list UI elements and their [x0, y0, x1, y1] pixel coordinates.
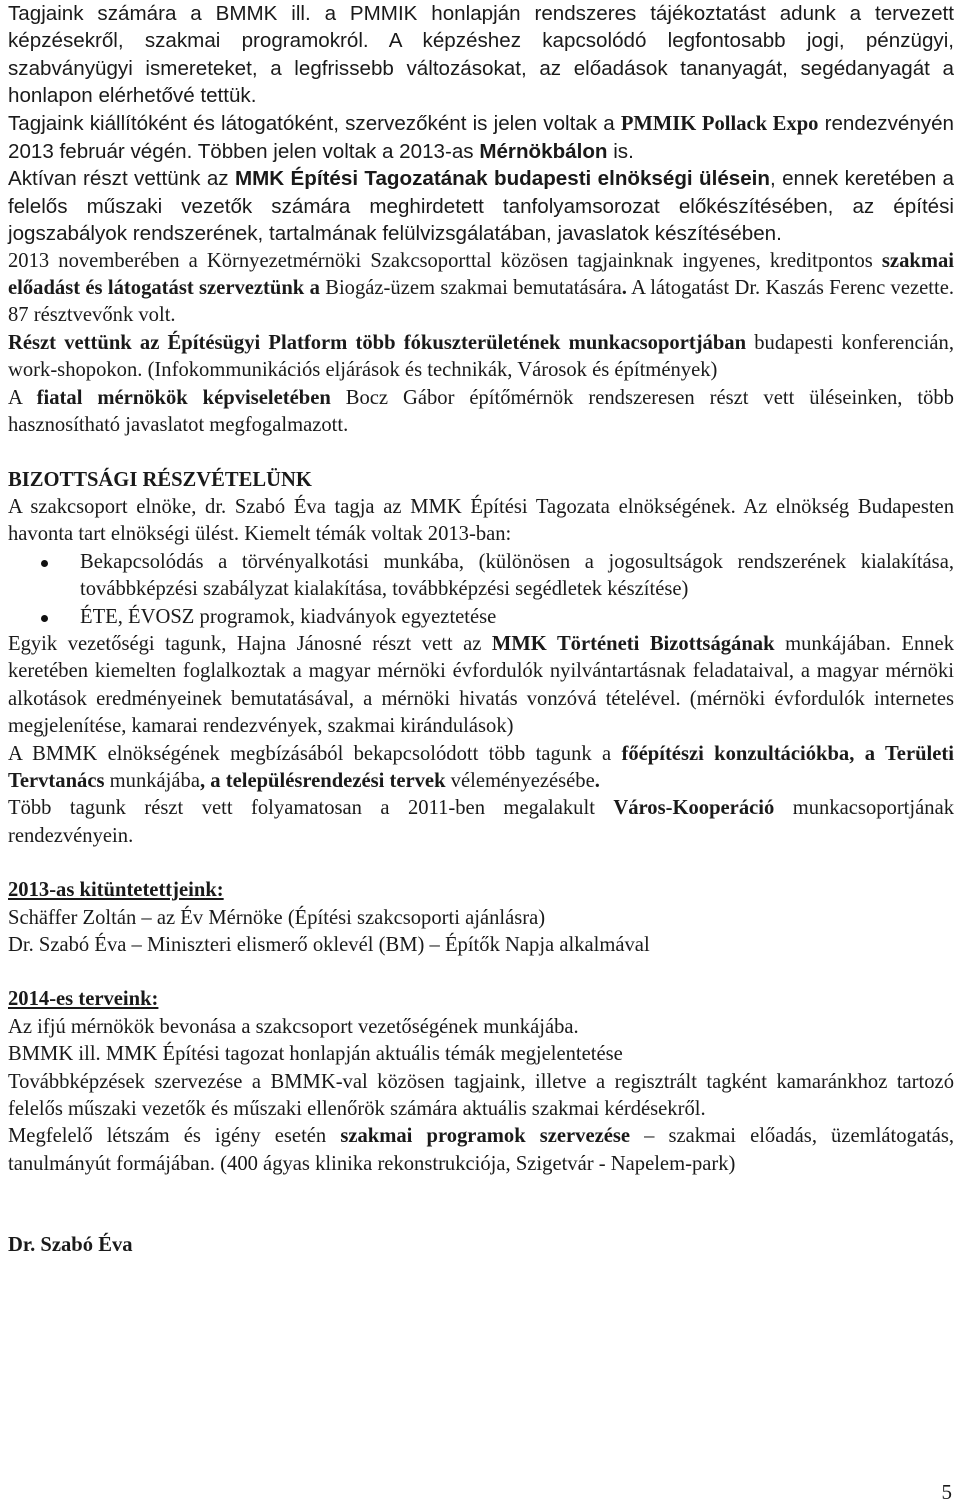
biogaz-paragraph: [8, 248, 954, 330]
tortenet-paragraph: [8, 631, 954, 741]
foepitesz-text-c: munkájába: [104, 769, 200, 792]
spacer: [8, 850, 954, 877]
tortenet-text-a: Egyik vezetőségi tagunk, Hajna Jánosné részt vett az: [8, 632, 492, 655]
signature: Dr. Szabó Éva: [8, 1234, 133, 1257]
platform-bold: Részt vettünk az Építésügyi Platform több fókuszterületének munkacsoportjában: [8, 331, 747, 354]
tervek-item: Továbbképzések szervezése a BMMK-val közösen tagjaink, illetve a regisztrált tagként kamaránkhoz tartozó felelős műszaki vezetők és műszaki ellenőrök számára aktuális szakmai kérdésekről.: [8, 1070, 954, 1121]
expo-text-a: Tagjaink kiállítóként és látogatóként, szervezőként is jelen voltak a: [8, 111, 621, 135]
spacer: [8, 440, 954, 467]
foepitesz-dot: .: [594, 769, 600, 792]
tervek-last-text-c: – szakmai előadás, üzemlátogatás, tanulmányút formájában. (400 ágyas klinika rekonstrukciója, Szigetvár - Napelem-park): [8, 1125, 954, 1175]
biogaz-bold: szakmai előadást és látogatást szerveztünk a: [8, 249, 954, 300]
foepitesz-text-e: véleményezésébe: [445, 769, 595, 792]
fiatal-paragraph: [8, 385, 954, 440]
bullet-icon: [41, 560, 48, 567]
tervek-last-text-a: Megfelelő létszám és igény esetén: [8, 1125, 341, 1148]
kooperacio-text-a: Több tagunk részt vett folyamatosan a 2011-ben megalakult: [8, 797, 614, 820]
page-number: 5: [941, 1480, 952, 1504]
fiatal-text-a: A: [8, 386, 37, 409]
foepitesz-paragraph: [8, 741, 954, 796]
bizottsagi-heading: BIZOTTSÁGI RÉSZVÉTELÜNK: [8, 468, 312, 491]
bullet-text: Bekapcsolódás a törvényalkotási munkába, (különösen a jogosultságok rendszerének kialakítása, továbbképzési szabályzat kialakítása, továbbképzési segédletek készítése): [80, 550, 954, 601]
kituntetett-item: Schäffer Zoltán – az Év Mérnöke (Építési szakcsoporti ajánlásra): [8, 906, 546, 929]
tervek-item: Az ifjú mérnökök bevonása a szakcsoport vezetőségének munkájába.: [8, 1015, 579, 1038]
tervek-last-bold: szakmai programok szervezése: [340, 1125, 631, 1148]
mmk-paragraph: [8, 165, 954, 247]
tervek-item: BMMK ill. MMK Építési tagozat honlapján aktuális témák megjelentetése: [8, 1043, 623, 1066]
mernokbal-name: Mérnökbálon: [479, 140, 608, 164]
kituntetett-item: Dr. Szabó Éva – Miniszteri elismerő oklevél (BM) – Építők Napja alkalmával: [8, 934, 650, 956]
foepitesz-bold: főépítészi konzultációkba, a Területi Tervtanács: [8, 742, 954, 792]
spacer: [8, 959, 954, 986]
bullet-icon: [41, 615, 48, 622]
document-page: [8, 0, 954, 1260]
intro-paragraph: Tagjaink számára a BMMK ill. a PMMIK honlapján rendszeres tájékoztatást adunk a tervezett képzésekről, szakmai programokról. A képzéshez kapcsolódó legfontosabb jogi, pénzügyi, szabványügyi ismereteket, a legfrissebb változásokat, az előadások tananyagát, segédanyagát a honlapon elérhetővé tettük.: [8, 2, 954, 108]
expo-text-c: rendezvényén 2013 február végén. Többen jelen voltak a 2013-as: [8, 111, 954, 164]
bizottsagi-bullet-list: [8, 549, 954, 631]
tervek-heading: 2014-es terveink:: [8, 988, 159, 1011]
kooperacio-bold: Város-Kooperáció: [613, 797, 775, 820]
mmk-text-a: Aktívan részt vettünk az: [8, 167, 235, 191]
expo-text-e: is.: [607, 140, 634, 164]
kooperacio-paragraph: [8, 795, 954, 850]
biogaz-text-c: Biogáz-üzem szakmai bemutatására: [319, 277, 622, 300]
list-item: [8, 604, 954, 631]
fiatal-text-c: Bocz Gábor építőmérnök rendszeresen részt vett üléseinken, több hasznosítható javaslatot megfogalmazott.: [8, 386, 954, 437]
platform-paragraph: [8, 330, 954, 385]
fiatal-bold: fiatal mérnökök képviseletében: [36, 386, 331, 409]
bullet-text: ÉTE, ÉVOSZ programok, kiadványok egyeztetése: [80, 605, 497, 628]
foepitesz-bold-d: , a településrendezési tervek: [199, 769, 446, 792]
mmk-bold: MMK Építési Tagozatának budapesti elnökségi ülésein: [234, 167, 770, 191]
biogaz-text-a: 2013 novemberében a Környezetmérnöki Szakcsoporttal közösen tagjainknak ingyenes, kreditpontos: [8, 249, 882, 272]
list-item: [8, 549, 954, 604]
biogaz-text-e: A látogatást Dr. Kaszás Ferenc vezette. 87 résztvevőnk volt.: [8, 277, 954, 327]
tortenet-text-c: munkájában. Ennek keretében kiemelten foglalkoztak a magyar mérnöki évfordulók nyilvántartásnak feladataival, a magyar mérnöki alkotások eredményeinek bemutatásával, a mérnöki hivatás vonzóvá tételével. (mérnöki évfordulók internetes megjelenítése, kamarai rendezvények, szakmai kirándulások): [8, 632, 954, 738]
bizottsagi-paragraph: A szakcsoport elnöke, dr. Szabó Éva tagja az MMK Építési Tagozata elnökségének. Az elnökség Budapesten havonta tart elnökségi ülést. Kiemelt témák voltak 2013-ban:: [8, 495, 954, 546]
tervek-last-paragraph: [8, 1123, 954, 1178]
kituntetett-heading: 2013-as kitüntetettjeink:: [8, 879, 224, 902]
kooperacio-text-c: munkacsoportjának rendezvényein.: [8, 797, 955, 847]
platform-text-b: budapesti konferencián, work-shopokon. (Infokommunikációs eljárások és technikák, Városok és építmények): [8, 331, 955, 382]
tortenet-bold: MMK Történeti Bizottságának: [491, 632, 775, 655]
expo-name: PMMIK Pollack Expo: [620, 112, 819, 135]
expo-paragraph: [8, 110, 954, 166]
biogaz-dot: .: [621, 277, 627, 300]
mmk-text-c: , ennek keretében a felelős műszaki vezetők számára meghirdetett tanfolyamsorozat előkészítésében, az építési jogszabályok rendszerének, tartalmának felülvizsgálatában, javaslatok készítésében.: [8, 167, 954, 246]
foepitesz-text-a: A BMMK elnökségének megbízásából bekapcsolódott több tagunk a: [8, 742, 622, 765]
spacer: [8, 1178, 954, 1232]
